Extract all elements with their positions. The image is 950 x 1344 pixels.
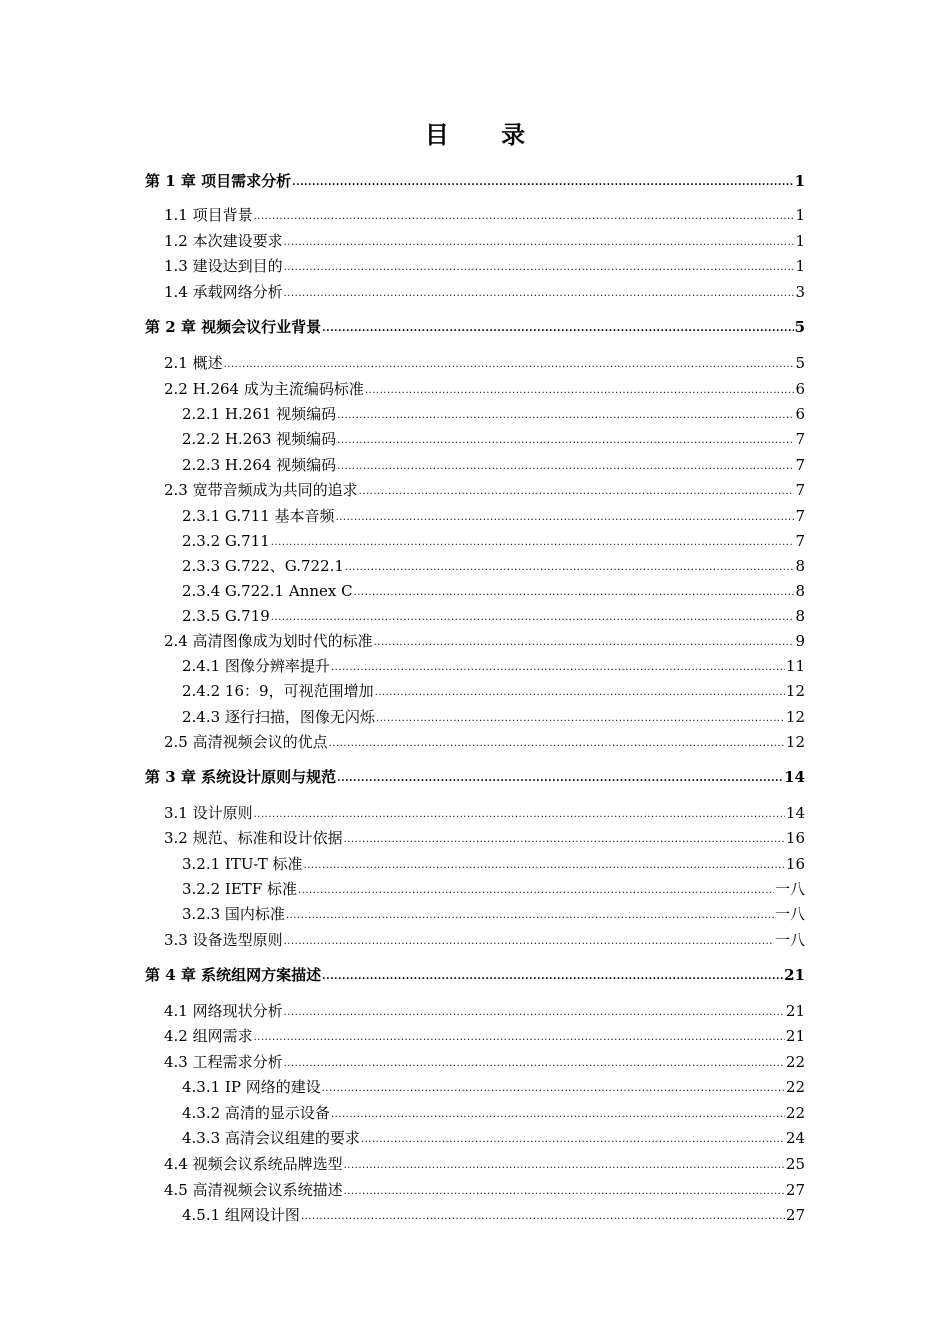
toc-page-number: 7 — [795, 507, 805, 525]
toc-entry-label: 2.2 H.264 成为主流编码标准 — [164, 380, 364, 398]
toc-entry[interactable] — [164, 378, 805, 403]
toc-entry-label: 第 4 章 系统组网方案描述 — [145, 966, 322, 984]
toc-entry-label: 4.4 视频会议系统品牌选型 — [164, 1155, 343, 1173]
toc-entry[interactable] — [164, 255, 805, 280]
toc-entry-label: 4.3.1 IP 网络的建设 — [182, 1078, 321, 1096]
toc-page-number: 7 — [795, 481, 805, 499]
toc-entry-label: 2.3.5 G.719 — [182, 607, 270, 625]
toc-page-number: 22 — [785, 1104, 805, 1122]
toc-dot-leader — [337, 765, 783, 790]
toc-page-number: 9 — [795, 632, 805, 650]
toc-dot-leader — [336, 504, 795, 529]
toc-entry-label: 2.4.1 图像分辨率提升 — [182, 657, 330, 675]
toc-page-number: 一八 — [774, 931, 805, 949]
toc-dot-leader — [284, 229, 795, 254]
toc-dot-leader — [329, 730, 785, 755]
toc-dot-leader — [254, 801, 785, 826]
toc-entry-label: 3.1 设计原则 — [164, 804, 253, 822]
toc-page-number: 1 — [795, 257, 805, 275]
toc-entry-label: 2.3 宽带音频成为共同的追求 — [164, 481, 358, 499]
toc-dot-leader — [365, 377, 795, 402]
toc-entry[interactable] — [182, 1204, 805, 1229]
toc-chapter-entry[interactable] — [145, 316, 805, 341]
toc-dot-leader — [292, 169, 793, 194]
toc-entry[interactable] — [164, 352, 805, 377]
toc-entry-label: 2.4.3 逐行扫描，图像无闪烁 — [182, 708, 375, 726]
toc-page-number: 21 — [785, 1002, 805, 1020]
toc-entry-label: 2.1 概述 — [164, 354, 223, 372]
toc-page-number: 6 — [795, 405, 805, 423]
toc-dot-leader — [344, 1152, 785, 1177]
toc-entry[interactable] — [164, 827, 805, 852]
toc-entry[interactable] — [164, 802, 805, 827]
toc-page-number: 11 — [785, 657, 805, 675]
toc-page-number: 21 — [784, 966, 805, 984]
toc-entry-label: 1.4 承载网络分析 — [164, 283, 283, 301]
toc-entry-label: 4.3 工程需求分析 — [164, 1053, 283, 1071]
toc-dot-leader — [322, 1075, 785, 1100]
toc-dot-leader — [284, 1050, 785, 1075]
toc-chapter-entry[interactable] — [145, 766, 805, 791]
toc-title: 目 录 — [424, 120, 548, 149]
toc-entry[interactable] — [182, 530, 805, 555]
toc-entry[interactable] — [164, 479, 805, 504]
toc-entry-label: 2.2.1 H.261 视频编码 — [182, 405, 337, 423]
toc-dot-leader — [284, 999, 785, 1024]
toc-page-number: 5 — [794, 318, 805, 336]
toc-entry[interactable] — [182, 903, 805, 928]
toc-page-number: 16 — [785, 829, 805, 847]
toc-entry-label: 第 2 章 视频会议行业背景 — [145, 318, 322, 336]
toc-page-number: 8 — [795, 557, 805, 575]
toc-entry-label: 第 3 章 系统设计原则与规范 — [145, 768, 337, 786]
toc-page-number: 27 — [785, 1181, 805, 1199]
toc-page-number: 8 — [795, 607, 805, 625]
toc-entry[interactable] — [182, 706, 805, 731]
toc-dot-leader — [254, 203, 795, 228]
toc-entry[interactable] — [182, 853, 805, 878]
toc-entry-label: 4.5 高清视频会议系统描述 — [164, 1181, 343, 1199]
toc-entry-label: 4.5.1 组网设计图 — [182, 1206, 300, 1224]
toc-dot-leader — [304, 852, 785, 877]
toc-entry-label: 3.2.2 IETF 标准 — [182, 880, 297, 898]
toc-page-number: 8 — [795, 582, 805, 600]
toc-entry-label: 4.3.3 高清会议组建的要求 — [182, 1129, 360, 1147]
toc-page-number: 14 — [785, 804, 805, 822]
toc-entry-label: 4.1 网络现状分析 — [164, 1002, 283, 1020]
toc-dot-leader — [301, 1203, 785, 1228]
toc-dot-leader — [271, 604, 795, 629]
toc-entry[interactable] — [164, 281, 805, 306]
toc-page-number: 1 — [794, 172, 805, 190]
toc-entry[interactable] — [182, 655, 805, 680]
toc-entry[interactable] — [182, 428, 805, 453]
toc-entry-label: 2.5 高清视频会议的优点 — [164, 733, 328, 751]
toc-entry-label: 1.1 项目背景 — [164, 206, 253, 224]
toc-dot-leader — [361, 1126, 785, 1151]
toc-entry[interactable] — [164, 204, 805, 229]
toc-entry[interactable] — [182, 878, 805, 903]
toc-entry[interactable] — [164, 1000, 805, 1025]
toc-page-number: 一八 — [774, 880, 805, 898]
toc-entry[interactable] — [164, 1153, 805, 1178]
toc-dot-leader — [298, 877, 774, 902]
toc-page-number: 22 — [785, 1053, 805, 1071]
toc-page-number: 22 — [785, 1078, 805, 1096]
toc-entry-label: 2.3.3 G.722、G.722.1 — [182, 557, 344, 575]
toc-entry-label: 3.2 规范、标准和设计依据 — [164, 829, 343, 847]
toc-page-number: 5 — [795, 354, 805, 372]
toc-dot-leader — [345, 554, 795, 579]
toc-dot-leader — [359, 478, 795, 503]
toc-entry[interactable] — [182, 1102, 805, 1127]
toc-page-number: 3 — [795, 283, 805, 301]
toc-entry[interactable] — [182, 1076, 805, 1101]
toc-page-number: 7 — [795, 430, 805, 448]
toc-page-number: 25 — [785, 1155, 805, 1173]
toc-dot-leader — [284, 280, 795, 305]
toc-dot-leader — [344, 1178, 785, 1203]
toc-entry[interactable] — [182, 580, 805, 605]
toc-dot-leader — [284, 928, 774, 953]
toc-entry-label: 3.2.3 国内标准 — [182, 905, 285, 923]
toc-entry-label: 1.2 本次建设要求 — [164, 232, 283, 250]
toc-page-number: 27 — [785, 1206, 805, 1224]
toc-dot-leader — [271, 529, 795, 554]
toc-page-number: 1 — [795, 206, 805, 224]
toc-page-number: 7 — [795, 532, 805, 550]
toc-entry[interactable] — [182, 1127, 805, 1152]
toc-entry[interactable] — [164, 929, 805, 954]
toc-page-number: 12 — [785, 682, 805, 700]
toc-entry-label: 2.3.2 G.711 — [182, 532, 270, 550]
toc-page-number: 24 — [785, 1129, 805, 1147]
toc-dot-leader — [337, 453, 794, 478]
toc-entry[interactable] — [164, 1051, 805, 1076]
toc-entry-label: 3.2.1 ITU-T 标准 — [182, 855, 303, 873]
toc-entry[interactable] — [164, 731, 805, 756]
toc-entry[interactable] — [182, 454, 805, 479]
toc-entry-label: 4.2 组网需求 — [164, 1027, 253, 1045]
toc-entry[interactable] — [182, 680, 805, 705]
toc-dot-leader — [331, 654, 785, 679]
toc-entry-label: 2.4.2 16：9，可视范围增加 — [182, 682, 374, 700]
toc-page-number: 16 — [785, 855, 805, 873]
toc-entry-label: 2.2.2 H.263 视频编码 — [182, 430, 337, 448]
toc-entry[interactable] — [164, 1025, 805, 1050]
toc-entry[interactable] — [164, 1179, 805, 1204]
toc-dot-leader — [374, 629, 795, 654]
toc-entry-label: 2.2.3 H.264 视频编码 — [182, 456, 337, 474]
toc-dot-leader — [224, 351, 795, 376]
toc-page-number: 6 — [795, 380, 805, 398]
toc-dot-leader — [375, 679, 785, 704]
toc-dot-leader — [284, 254, 795, 279]
toc-page-number: 1 — [795, 232, 805, 250]
toc-chapter-entry[interactable] — [145, 170, 805, 195]
toc-entry-label: 第 1 章 项目需求分析 — [145, 172, 292, 190]
toc-entry-label: 3.3 设备选型原则 — [164, 931, 283, 949]
toc-dot-leader — [337, 402, 794, 427]
toc-chapter-entry[interactable] — [145, 964, 805, 989]
toc-dot-leader — [286, 902, 774, 927]
toc-dot-leader — [344, 826, 785, 851]
toc-dot-leader — [337, 427, 794, 452]
toc-entry[interactable] — [182, 555, 805, 580]
toc-entry[interactable] — [182, 505, 805, 530]
toc-entry[interactable] — [164, 230, 805, 255]
toc-entry-label: 1.3 建设达到目的 — [164, 257, 283, 275]
toc-dot-leader — [322, 315, 793, 340]
toc-dot-leader — [254, 1024, 785, 1049]
toc-dot-leader — [376, 705, 785, 730]
toc-entry-label: 2.4 高清图像成为划时代的标准 — [164, 632, 373, 650]
toc-entry-label: 2.3.1 G.711 基本音频 — [182, 507, 335, 525]
toc-page-number: 12 — [785, 708, 805, 726]
toc-page-number: 12 — [785, 733, 805, 751]
toc-page-number: 7 — [795, 456, 805, 474]
toc-entry[interactable] — [182, 403, 805, 428]
toc-entry-label: 4.3.2 高清的显示设备 — [182, 1104, 330, 1122]
toc-page-number: 一八 — [774, 905, 805, 923]
toc-dot-leader — [354, 579, 795, 604]
toc-dot-leader — [331, 1101, 785, 1126]
toc-dot-leader — [322, 963, 783, 988]
toc-entry[interactable] — [182, 605, 805, 630]
toc-entry-label: 2.3.4 G.722.1 Annex C — [182, 582, 353, 600]
toc-page-number: 14 — [784, 768, 805, 786]
toc-page-number: 21 — [785, 1027, 805, 1045]
toc-entry[interactable] — [164, 630, 805, 655]
